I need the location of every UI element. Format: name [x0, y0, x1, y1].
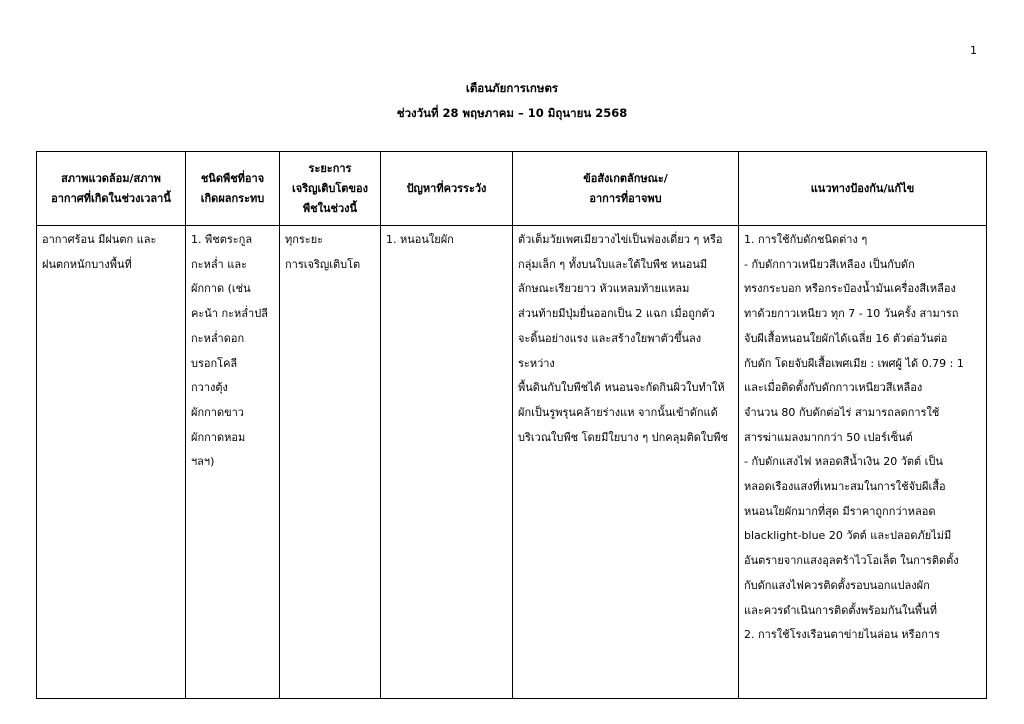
header-environment: สภาพแวดล้อม/สภาพ อากาศที่เกิดในช่วงเวลานี้ — [37, 152, 186, 226]
page-subtitle: ช่วงวันที่ 28 พฤษภาคม – 10 มิถุนายน 2568 — [396, 106, 628, 120]
cell-environment: อากาศร้อน มีฝนตก และ ฝนตกหนักบางพื้นที่ — [37, 226, 186, 699]
cell-affected-crops: 1. พืชตระกูล กะหล่ำ และ ผักกาด (เช่น คะน้า กะหล่ำปลี กะหล่ำดอก บรอกโคลี กวางตุ้ง ผักกาดขาว ผักกาดหอม ฯลฯ) — [186, 226, 280, 699]
table-header-row — [37, 152, 987, 226]
header-prevention: แนวทางป้องกัน/แก้ไข — [739, 152, 987, 226]
cell-growth-stage: ทุกระยะ การเจริญเติบโต — [280, 226, 381, 699]
page-number: 1 — [970, 44, 977, 57]
header-growth-stage: ระยะการ เจริญเติบโตของ พืชในช่วงนี้ — [280, 152, 381, 226]
header-affected-crops: ชนิดพืชที่อาจ เกิดผลกระทบ — [186, 152, 280, 226]
cell-symptoms: ตัวเต็มวัยเพศเมียวางไข่เป็นฟองเดี่ยว ๆ หรือ กลุ่มเล็ก ๆ ทั้งบนใบและใต้ใบพืช หนอนมี ลักษณะเรียวยาว หัวแหลมท้ายแหลม ส่วนท้ายมีปุ่มยื่นออกเป็น 2 แฉก เมื่อถูกตัว จะดิ้นอย่างแรง และสร้างใยพาตัวขึ้นลงระหว่าง พื้นดินกับใบพืชได้ หนอนจะกัดกินผิวใบทำให้ ผักเป็นรูพรุนคล้ายร่างแห จากนั้นเข้าดักแด้ บริเวณใบพืช โดยมีใยบาง ๆ ปกคลุมติดใบพืช — [513, 226, 739, 699]
page-title: เตือนภัยการเกษตร — [465, 81, 559, 95]
table-row — [37, 226, 987, 699]
header-problems: ปัญหาที่ควรระวัง — [381, 152, 513, 226]
cell-prevention: 1. การใช้กับดักชนิดต่าง ๆ - กับดักกาวเหนียวสีเหลือง เป็นกับดัก ทรงกระบอก หรือกระป๋องน้ำมันเครื่องสีเหลือง ทาด้วยกาวเหนียว ทุก 7 - 10 วันครั้ง สามารถ จับผีเสื้อหนอนใยผักได้เฉลี่ย 16 ตัวต่อวันต่อ กับดัก โดยจับผีเสื้อเพศเมีย : เพศผู้ ได้ 0.79 : 1 และเมื่อติดตั้งกับดักกาวเหนียวสีเหลือง จำนวน 80 กับดักต่อไร่ สามารถลดการใช้ สารฆ่าแมลงมากกว่า 50 เปอร์เซ็นต์ - กับดักแสงไฟ หลอดสีน้ำเงิน 20 วัตต์ เป็น หลอดเรืองแสงที่เหมาะสมในการใช้จับผีเสื้อ หนอนใยผักมากที่สุด มีราคาถูกกว่าหลอด blacklight-blue 20 วัตต์ และปลอดภัยไม่มี อันตรายจากแสงอุลตร้าไวโอเล็ต ในการติดตั้ง กับดักแสงไฟควรติดตั้งรอบนอกแปลงผัก และควรดำเนินการติดตั้งพร้อมกันในพื้นที่ 2. การใช้โรงเรือนตาข่ายไนล่อน หรือการ — [739, 226, 987, 699]
header-symptoms: ข้อสังเกตลักษณะ/ อาการที่อาจพบ — [513, 152, 739, 226]
cell-problems: 1. หนอนใยผัก — [381, 226, 513, 699]
warning-table — [36, 151, 987, 699]
